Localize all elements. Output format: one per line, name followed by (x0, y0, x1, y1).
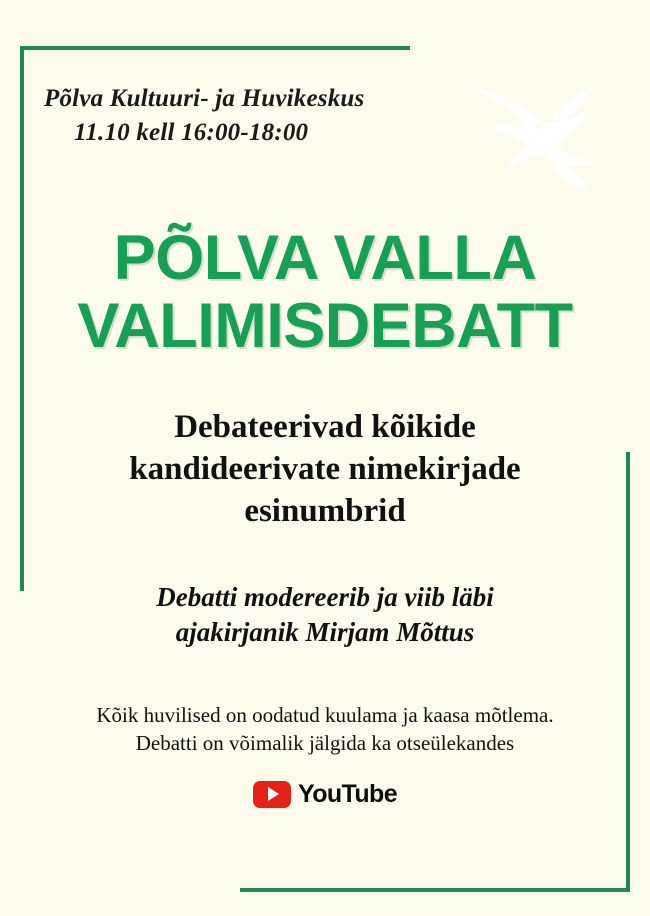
subtitle-line-2: kandideerivate nimekirjade (129, 450, 521, 487)
page-title (30, 224, 620, 360)
venue-datetime: 11.10 kell 16:00-18:00 (74, 118, 309, 146)
note-line-1: Kõik huvilised on oodatud kuulama ja kaasa mõtlema. (96, 703, 554, 728)
subtitle (30, 406, 620, 533)
title-line-1: PÕLVA VALLA (113, 222, 537, 293)
youtube-play-icon (253, 781, 291, 808)
title-line-2: VALIMISDEBATT (77, 290, 573, 361)
subtitle-line-3: esinumbrid (244, 493, 406, 530)
attendance-note (30, 702, 620, 757)
moderator-line-2: ajakirjanik Mirjam Mõttus (175, 617, 475, 648)
moderator-info (30, 580, 620, 650)
subtitle-line-1: Debateerivad kõikide (174, 408, 476, 445)
venue-block (30, 82, 620, 150)
moderator-line-1: Debatti modereerib ja viib läbi (156, 582, 494, 613)
youtube-logo[interactable] (30, 780, 620, 809)
note-line-2: Debatti on võimalik jälgida ka otseülekandes (135, 731, 515, 756)
venue-place: Põlva Kultuuri- ja Huvikeskus (44, 85, 365, 112)
decorative-rule-bottom (240, 888, 630, 892)
youtube-label: YouTube (297, 779, 398, 808)
